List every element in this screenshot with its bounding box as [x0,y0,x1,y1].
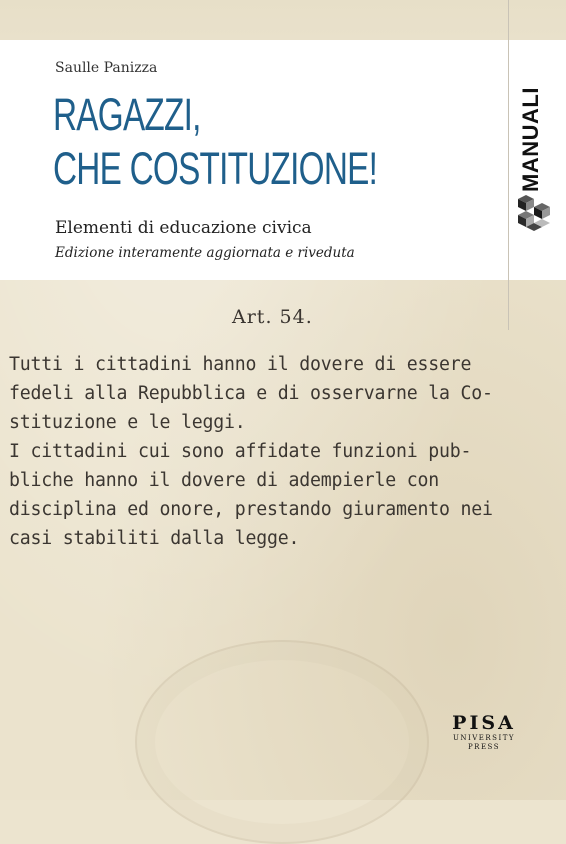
article-heading: Art. 54. [232,306,313,328]
article-line: bliche hanno il dovere di adempierle con [9,470,439,491]
article-line: casi stabiliti dalla legge. [9,528,300,549]
article-line: stituzione e le leggi. [9,412,246,433]
series-name: MANUALI [518,87,543,192]
author-name: Saulle Panizza [55,60,158,76]
top-paper-strip [0,0,566,40]
publisher-line-1: UNIVERSITY [452,734,516,742]
series-divider [508,0,509,330]
article-line: fedeli alla Repubblica e di osservarne la Co- [9,383,493,404]
embossed-seal [135,640,429,844]
book-title [53,88,377,196]
title-line-2: CHE COSTITUZIONE! [53,143,378,194]
book-subtitle: Elementi di educazione civica [55,218,312,238]
edition-note: Edizione interamente aggiornata e riveduta [55,245,355,261]
article-line: disciplina ed onore, prestando giuramento nei [9,499,493,520]
article-line: Tutti i cittadini hanno il dovere di essere [9,354,472,375]
title-line-1: RAGAZZI, [53,89,201,140]
publisher-line-2: PRESS [467,743,501,751]
publisher-logo [436,712,532,752]
article-line: I cittadini cui sono affidate funzioni pub- [9,441,472,462]
publisher-name: PISA [452,712,516,734]
stacked-cubes-icon [512,193,556,237]
